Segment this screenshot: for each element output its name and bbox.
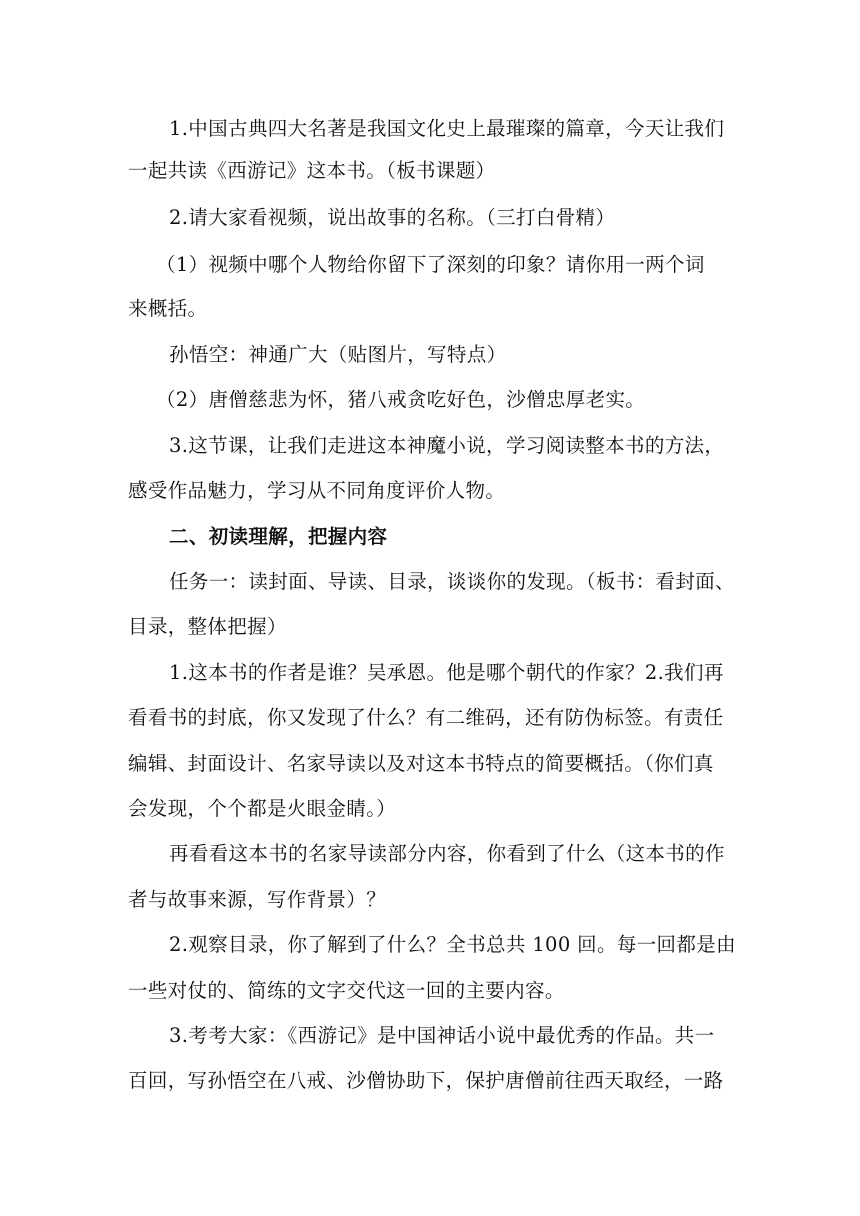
paragraph-line: 看看书的封底，你又发现了什么？有二维码，还有防伪标签。有责任	[128, 706, 724, 729]
paragraph-line: 感受作品魅力，学习从不同角度评价人物。	[128, 479, 506, 502]
paragraph-line: 会发现，个个都是火眼金睛。）	[128, 797, 397, 820]
paragraph-line: 2.观察目录，你了解到了什么？全书总共 100 回。每一回都是由	[169, 933, 736, 956]
paragraph-line: 3.这节课，让我们走进这本神魔小说，学习阅读整本书的方法，	[169, 434, 725, 457]
paragraph-line: （2）唐僧慈悲为怀，猪八戒贪吃好色，沙僧忠厚老实。	[156, 388, 646, 411]
paragraph-line: 来概括。	[128, 297, 208, 320]
paragraph-line: 编辑、封面设计、名家导读以及对这本书特点的简要概括。（你们真	[128, 752, 714, 775]
paragraph-line: 者与故事来源，写作背景）？	[128, 888, 387, 911]
paragraph-line: 3.考考大家：《西游记》是中国神话小说中最优秀的作品。共一	[169, 1024, 715, 1047]
paragraph-line: 目录，整体把握）	[128, 615, 287, 638]
paragraph-line: 一起共读《西游记》这本书。（板书课题）	[128, 159, 496, 182]
paragraph-line: 1.这本书的作者是谁？吴承恩。他是哪个朝代的作家？2.我们再	[169, 661, 724, 684]
paragraph-line: 百回，写孙悟空在八戒、沙僧协助下，保护唐僧前往西天取经，一路	[128, 1069, 724, 1092]
section-heading: 二、初读理解，把握内容	[169, 525, 388, 548]
paragraph-line: 2.请大家看视频，说出故事的名称。（三打白骨精）	[169, 206, 616, 229]
paragraph-line: 任务一：读封面、导读、目录，谈谈你的发现。（板书：看封面、	[169, 570, 735, 593]
paragraph-line: 孙悟空：神通广大（贴图片，写特点）	[169, 343, 507, 366]
paragraph-line: 再看看这本书的名家导读部分内容，你看到了什么（这本书的作	[169, 842, 725, 865]
paragraph-line: 1.中国古典四大名著是我国文化史上最璀璨的篇章，今天让我们	[169, 117, 725, 140]
paragraph-line: 一些对仗的、简练的文字交代这一回的主要内容。	[128, 979, 565, 1002]
paragraph-line: （1）视频中哪个人物给你留下了深刻的印象？请你用一两个词	[156, 253, 705, 276]
